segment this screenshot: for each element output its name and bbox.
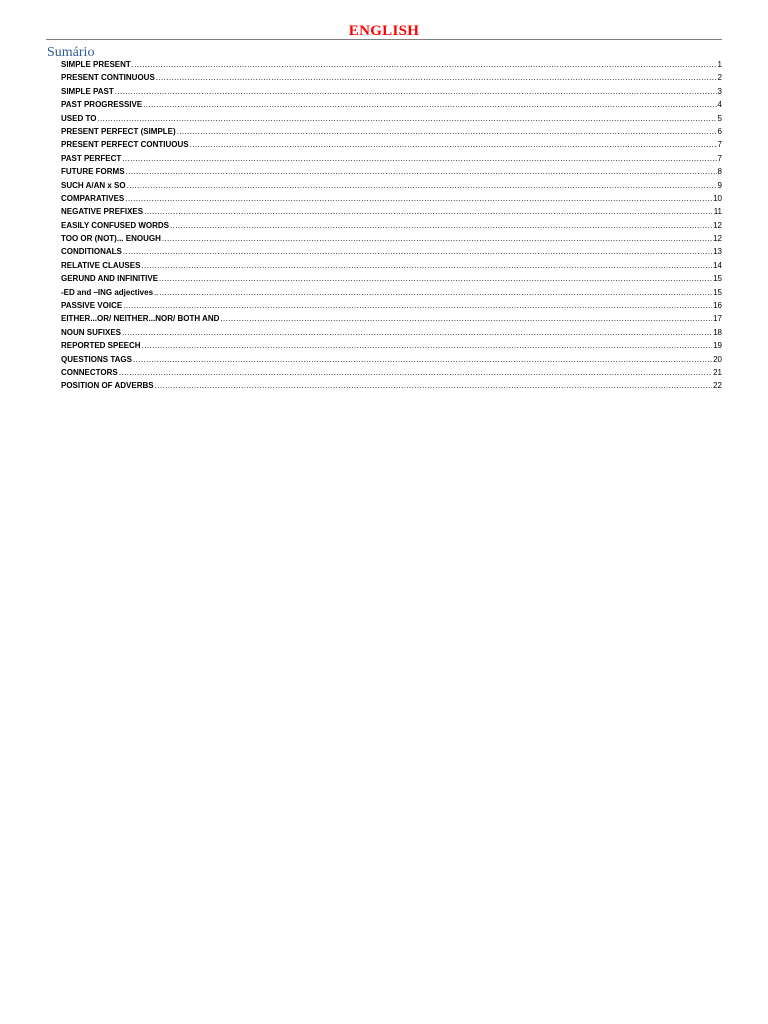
toc-entry-title: FUTURE FORMS — [61, 167, 125, 177]
toc-page-number: 9 — [717, 180, 722, 190]
toc-entry-title: GERUND AND INFINITIVE — [61, 274, 159, 284]
dot-leader — [144, 205, 713, 218]
toc-entry-title: NOUN SUFIXES — [61, 327, 122, 337]
toc-page-number: 21 — [713, 367, 722, 377]
toc-page-number: 15 — [713, 274, 722, 284]
toc-page-number: 1 — [717, 60, 722, 69]
toc-page-number: 16 — [713, 301, 722, 311]
toc-entry-title: SUCH A/AN x SO — [61, 180, 126, 190]
toc-entry-link[interactable] — [61, 71, 722, 84]
toc-page-number: 4 — [717, 100, 722, 110]
toc-entry-link[interactable] — [61, 379, 722, 392]
toc-page-number: 15 — [713, 287, 722, 297]
toc-entry-link[interactable] — [61, 312, 722, 325]
toc-entry-title: PAST PROGRESSIVE — [61, 100, 143, 110]
dot-leader — [177, 125, 717, 138]
dot-leader — [132, 58, 717, 71]
toc-entry-link[interactable] — [61, 219, 722, 232]
toc-page-number: 13 — [713, 247, 722, 257]
toc-entry-link[interactable] — [61, 326, 722, 339]
toc-page-number: 19 — [713, 341, 722, 351]
toc-entry-link[interactable] — [61, 85, 722, 98]
dot-leader — [125, 192, 712, 205]
toc-entry-title: TOO OR (NOT)... ENOUGH — [61, 234, 161, 244]
toc-entry-title: USED TO — [61, 113, 97, 123]
toc-page-number: 3 — [717, 86, 722, 96]
toc-page-number: 20 — [713, 354, 722, 364]
toc-page-number: 17 — [713, 314, 722, 324]
toc-entry-link[interactable] — [61, 179, 722, 192]
toc-entry-title: PRESENT PERFECT CONTIUOUS — [61, 140, 189, 150]
toc-entry-link[interactable] — [61, 245, 722, 258]
toc-entry-link[interactable] — [61, 192, 722, 205]
toc-entry-title: CONNECTORS — [61, 367, 118, 377]
toc-entry-link[interactable] — [61, 152, 722, 165]
table-of-contents — [61, 58, 722, 393]
dot-leader — [119, 366, 712, 379]
toc-entry-title: PASSIVE VOICE — [61, 301, 123, 311]
toc-entry-link[interactable] — [61, 232, 722, 245]
toc-page-number: 5 — [717, 113, 722, 123]
toc-entry-link[interactable] — [61, 138, 722, 151]
toc-entry-link[interactable] — [61, 165, 722, 178]
toc-entry-link[interactable] — [61, 205, 722, 218]
toc-page-number: 12 — [713, 234, 722, 244]
toc-entry-title: PRESENT PERFECT (SIMPLE) — [61, 126, 176, 136]
toc-entry-title: POSITION OF ADVERBS — [61, 381, 154, 391]
toc-entry-title: EITHER...OR/ NEITHER...NOR/ BOTH AND — [61, 314, 220, 324]
toc-entry-link[interactable] — [61, 286, 722, 299]
toc-entry-link[interactable] — [61, 58, 722, 71]
toc-entry-link[interactable] — [61, 353, 722, 366]
toc-page-number: 2 — [717, 73, 722, 83]
toc-page-number: 12 — [713, 220, 722, 230]
toc-entry-title: PRESENT CONTINUOUS — [61, 73, 155, 83]
toc-entry-title: -ED and –ING adjectives — [61, 287, 154, 297]
toc-entry-title: REPORTED SPEECH — [61, 341, 141, 351]
toc-entry-title: RELATIVE CLAUSES — [61, 260, 141, 270]
dot-leader — [142, 339, 713, 352]
dot-leader — [190, 138, 717, 151]
dot-leader — [154, 286, 712, 299]
toc-page-number: 7 — [717, 140, 722, 150]
toc-entry-link[interactable] — [61, 272, 722, 285]
header-divider — [46, 39, 722, 40]
dot-leader — [97, 112, 716, 125]
toc-entry-link[interactable] — [61, 299, 722, 312]
toc-entry-title: SIMPLE PRESENT — [61, 60, 131, 69]
toc-heading: Sumário — [47, 45, 95, 60]
toc-entry-title: QUESTIONS TAGS — [61, 354, 132, 364]
dot-leader — [122, 152, 716, 165]
dot-leader — [159, 272, 712, 285]
toc-page-number: 6 — [717, 126, 722, 136]
dot-leader — [123, 299, 712, 312]
toc-page-number: 8 — [717, 167, 722, 177]
toc-entry-title: CONDITIONALS — [61, 247, 122, 257]
dot-leader — [220, 312, 712, 325]
toc-entry-link[interactable] — [61, 98, 722, 111]
dot-leader — [133, 353, 712, 366]
toc-entry-title: EASILY CONFUSED WORDS — [61, 220, 170, 230]
dot-leader — [170, 219, 712, 232]
dot-leader — [141, 259, 712, 272]
toc-entry-title: COMPARATIVES — [61, 193, 125, 203]
toc-page-number: 14 — [713, 260, 722, 270]
dot-leader — [122, 326, 712, 339]
toc-entry-title: SIMPLE PAST — [61, 86, 114, 96]
toc-entry-link[interactable] — [61, 112, 722, 125]
dot-leader — [156, 71, 717, 84]
toc-entry-link[interactable] — [61, 366, 722, 379]
toc-entry-link[interactable] — [61, 125, 722, 138]
dot-leader — [115, 85, 717, 98]
toc-page-number: 11 — [713, 207, 722, 217]
document-title: ENGLISH — [348, 23, 420, 39]
dot-leader — [143, 98, 716, 111]
toc-entry-link[interactable] — [61, 339, 722, 352]
toc-page-number: 18 — [713, 327, 722, 337]
dot-leader — [127, 179, 717, 192]
toc-entry-title: NEGATIVE PREFIXES — [61, 207, 144, 217]
toc-page-number: 7 — [717, 153, 722, 163]
toc-page-number: 10 — [713, 193, 722, 203]
dot-leader — [123, 245, 712, 258]
dot-leader — [155, 379, 712, 392]
dot-leader — [126, 165, 717, 178]
toc-page-number: 22 — [713, 381, 722, 391]
toc-entry-link[interactable] — [61, 259, 722, 272]
toc-entry-title: PAST PERFECT — [61, 153, 122, 163]
dot-leader — [162, 232, 712, 245]
